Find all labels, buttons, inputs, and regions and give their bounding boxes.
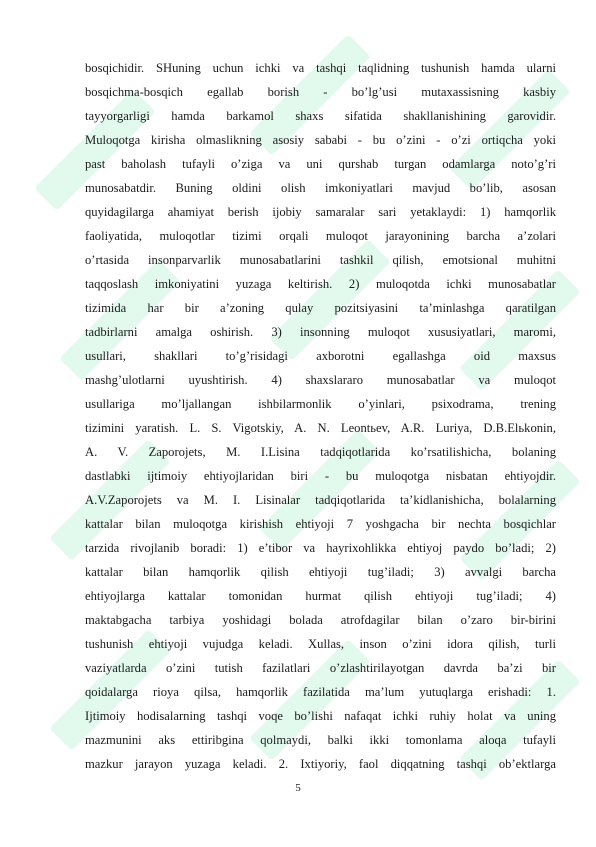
text-line: vaziyatlarda o’zini tutish fazilatlari o’zlashtirilayotgan davrda ba’zi bir xyxy=(85,661,556,675)
text-line: A. V. Zaporojets, M. I.Lisina tadqiqotlarida ko’rsatilishicha, bolaning xyxy=(85,445,556,459)
text-line: A.V.Zaporojets va M. I. Lisinalar tadqiqotlarida ta’kidlanishicha, bolalarning xyxy=(85,493,556,507)
text-line: past baholash tufayli o’ziga va uni qurshab turgan odamlarga noto’g’ri xyxy=(85,157,556,171)
text-line: dastlabki ijtimoiy ehtiyojlaridan biri - bu muloqotga nisbatan ehtiyojdir. xyxy=(85,469,556,483)
text-line: tizimini yaratish. L. S. Vigotskiy, A. N. Leontьev, A.R. Luriya, D.B.Elьkonin, xyxy=(85,421,556,435)
text-line: tadbirlarni amalga oshirish. 3) insonning muloqot xususiyatlari, maromi, xyxy=(85,325,556,339)
text-line: Muloqotga kirisha olmaslikning asosiy sababi - bu o’zini - o’zi ortiqcha yoki xyxy=(85,133,556,147)
text-line: qoidalarga rioya qilsa, hamqorlik fazilatida ma’lum yutuqlarga erishadi: 1. xyxy=(85,685,556,699)
text-line: munosabatdir. Buning oldini olish imkoniyatlari mavjud bo’lib, asosan xyxy=(85,181,556,195)
text-line: kattalar bilan hamqorlik qilish ehtiyoji tug’iladi; 3) avvalgi barcha xyxy=(85,565,556,579)
text-line: quyidagilarga ahamiyat berish ijobiy samaralar sari yetaklaydi: 1) hamqorlik xyxy=(85,205,556,219)
text-line: faoliyatida, muloqotlar tizimi orqali muloqot jarayonining barcha a’zolari xyxy=(85,229,556,243)
text-line: tarzida rivojlanib boradi: 1) e’tibor va hayrixohlikka ehtiyoj paydo bo’ladi; 2) xyxy=(85,541,556,555)
text-line: tizimida har bir a’zoning qulay pozitsiyasini ta’minlashga qaratilgan xyxy=(85,301,556,315)
text-line: mashg’ulotlarni uyushtirish. 4) shaxslararo munosabatlar va muloqot xyxy=(85,373,556,387)
text-line: mazkur jarayon yuzaga keladi. 2. Ixtiyoriy, faol diqqatning tashqi ob’ektlarga xyxy=(85,757,556,771)
text-line: bosqichidir. SHuning uchun ichki va tashqi taqlidning tushunish hamda ularni xyxy=(85,61,556,75)
text-line: usullari, shakllari to’g’risidagi axborotni egallashga oid maxsus xyxy=(85,349,556,363)
text-line: ehtiyojlarga kattalar tomonidan hurmat qilish ehtiyoji tug’iladi; 4) xyxy=(85,589,556,603)
page-number: 5 xyxy=(295,782,301,794)
text-line: bosqichma-bosqich egallab borish - bo’lg’usi mutaxassisning kasbiy xyxy=(85,85,556,99)
text-line: o’rtasida insonparvarlik munosabatlarini tashkil qilish, emotsional muhitni xyxy=(85,253,556,267)
text-line: usullariga mo’ljallangan ishbilarmonlik o’yinlari, psixodrama, trening xyxy=(85,397,556,411)
body-text xyxy=(85,56,556,776)
text-line: maktabgacha tarbiya yoshidagi bolada atrofdagilar bilan o’zaro bir-birini xyxy=(85,613,556,627)
text-line: kattalar bilan muloqotga kirishish ehtiyoji 7 yoshgacha bir nechta bosqichlar xyxy=(85,517,556,531)
text-line: tushunish ehtiyoji vujudga keladi. Xullas, inson o’zini idora qilish, turli xyxy=(85,637,556,651)
text-line: tayyorgarligi hamda barkamol shaxs sifatida shakllanishining garovidir. xyxy=(85,109,556,123)
text-line: Ijtimoiy hodisalarning tashqi voqe bo’lishi nafaqat ichki ruhiy holat va uning xyxy=(85,709,556,723)
text-line: taqqoslash imkoniyatini yuzaga keltirish. 2) muloqotda ichki munosabatlar xyxy=(85,277,556,291)
text-line: mazmunini aks ettiribgina qolmaydi, balki ikki tomonlama aloqa tufayli xyxy=(85,733,556,747)
